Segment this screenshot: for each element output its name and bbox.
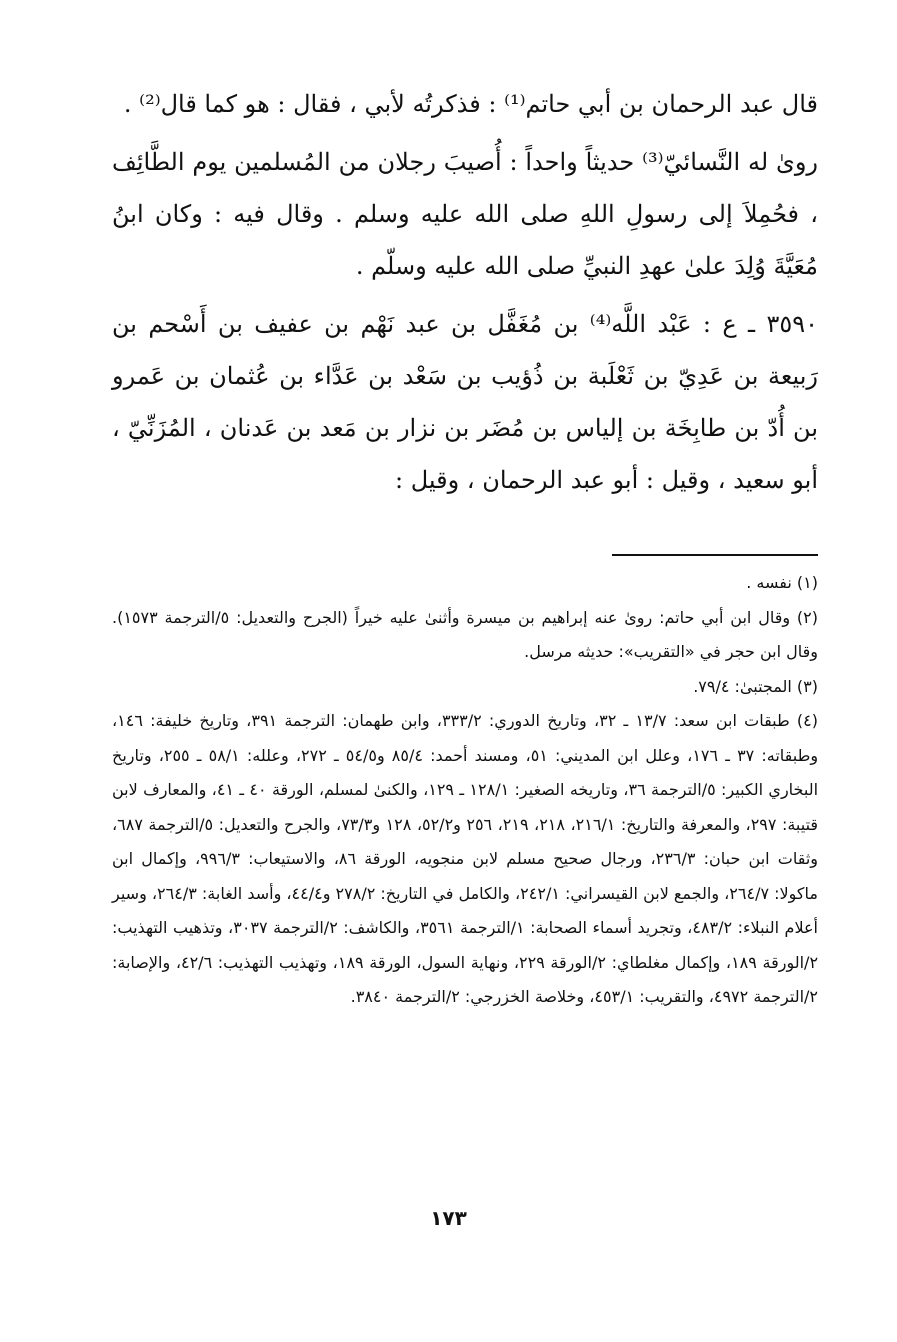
footnote-3: (٣) المجتبىٰ: ٧٩/٤. [693, 676, 818, 696]
footnote-1: (١) نفسه . [746, 573, 818, 592]
paragraph-nasai-hadith: روىٰ له النَّسائيّ⁽³⁾ حديثاً واحداً : أُصيبَ رجلان من المُسلمين يوم الطَّائِف ، فحُمِلاَ إلى رسولِ اللهِ صلى الله عليه وسلم . وقال فيه : وكان ابنُ مُعَيَّةَ وُلِدَ علىٰ عهدِ النبيِّ صلى الله عليه وسلّم . [112, 148, 818, 280]
paragraph-ibn-abi-hatim: قال عبد الرحمان بن أبي حاتم⁽¹⁾ : فذكرتُه لأبي ، فقال : هو كما قال⁽²⁾ . [123, 90, 818, 118]
footnote-4: (٤) طبقات ابن سعد: ١٣/٧ ـ ٣٢، وتاريخ الدوري: ٣٣٣/٢، وابن طهمان: الترجمة ٣٩١، وتاريخ خليفة: ١٤٦، وطبقاته: ٣٧ ـ ١٧٦، وعلل ابن المديني: ٥١، ومسند أحمد: ٨٥/٤ و٥٤/٥ ـ ٢٧٢، وعلله: ٥٨/١ ـ ٢٥٥، وتاريخ البخاري الكبير: ٥/الترجمة ٣٦، وتاريخه الصغير: ١٢٨/١ ـ ١٢٩، والكنىٰ لمسلم، الورقة ٤٠ ـ ٤١، والمعارف لابن قتيبة: ٢٩٧، والمعرفة والتاريخ: ٢١٦/١، ٢١٨، ٢١٩، ٢٥٦ و٥٢/٢، ١٢٨ و٧٣/٣، والجرح والتعديل: ٥/الترجمة ٦٨٧، وثقات ابن حبان: ٢٣٦/٣، ورجال صحيح مسلم لابن منجويه، الورقة ٨٦، والاستيعاب: ٩٩٦/٣، وإكمال ابن ماكولا: ٢٦٤/٧، والجمع لابن القيسراني: ٢٤٢/١، والكامل في التاريخ: ٢٧٨/٢ و٤٤/٤، وأسد الغابة: ٢٦٤/٣، وسير أعلام النبلاء: ٤٨٣/٢، وتجريد أسماء الصحابة: ١/الترجمة ٣٥٦١، والكاشف: ٢/الترجمة ٣٠٣٧، وتذهيب التهذيب: ٢/الورقة ١٨٩، وإكمال مغلطاي: ٢/الورقة ٢٢٩، ونهاية السول، الورقة ١٨٩، وتهذيب التهذيب: ٤٢/٦، والإصابة: ٢/الترجمة ٤٩٧٢، والتقريب: ٤٥٣/١، وخلاصة الخزرجي: ٢/الترجمة ٣٨٤٠. [112, 711, 819, 1006]
main-text [112, 78, 818, 512]
footnote-2: (٢) وقال ابن أبي حاتم: روىٰ عنه إبراهيم بن ميسرة وأثنىٰ عليه خيراً (الجرح والتعديل: ٥/الترجمة ١٥٧٣). وقال ابن حجر في «التقريب»: حديثه مرسل. [112, 607, 818, 661]
footnotes [112, 566, 818, 1015]
page-number: ١٧٣ [430, 1206, 467, 1230]
paragraph-entry-3590: ٣٥٩٠ ـ ع : عَبْد اللَّه⁽⁴⁾ بن مُغَفَّل بن عبد نَهْم بن عفيف بن أَسْحم بن رَبيعة بن عَدِيّ بن ثَعْلَبة بن ذُؤيب بن سَعْد بن عَدَّاء بن عُثمان بن عَمرو بن أُدّ بن طابِخَة بن إلياس بن مُضَر بن نزار بن مَعد بن عَدنان ، المُزَنِّيّ ، أبو سعيد ، وقيل : أبو عبد الرحمان ، وقيل : [112, 310, 818, 494]
footnote-divider [612, 554, 818, 556]
